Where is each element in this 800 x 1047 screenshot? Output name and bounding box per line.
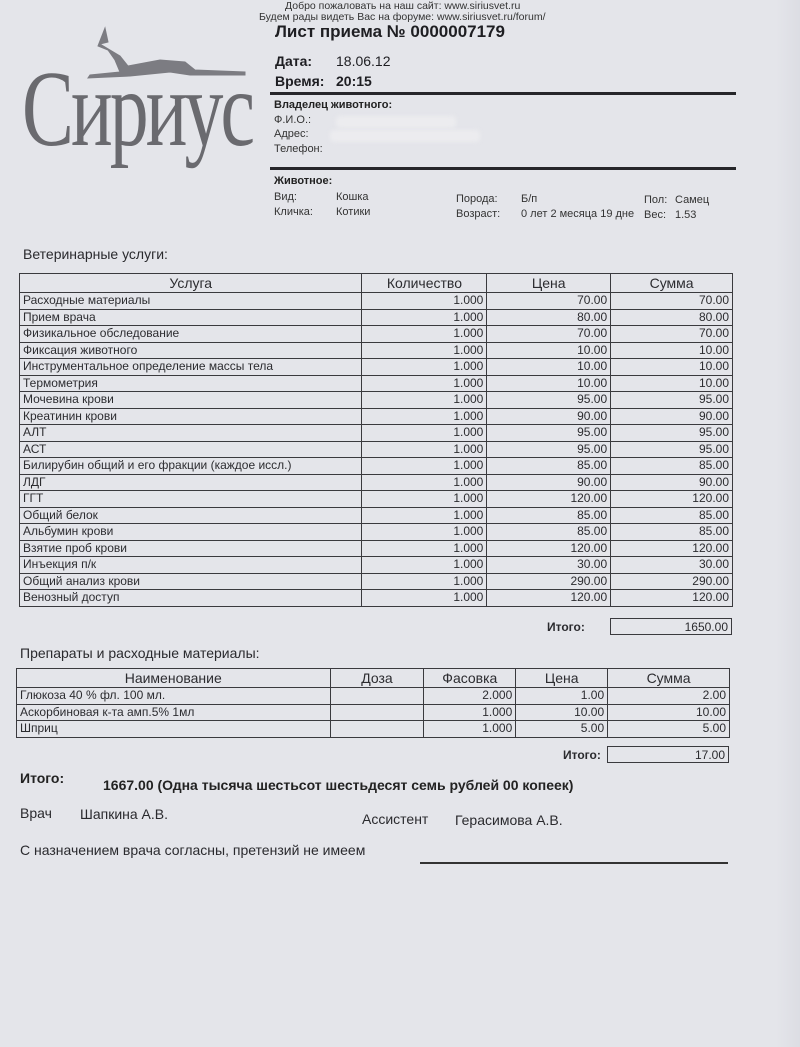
cell-pack: 1.000 <box>424 721 516 738</box>
cell-sum: 85.00 <box>611 458 733 475</box>
owner-phone-label: Телефон: <box>274 143 323 155</box>
column-header: Сумма <box>611 274 733 293</box>
cell-price: 10.00 <box>516 704 608 721</box>
cell-sum: 70.00 <box>611 293 733 310</box>
cell-name: Шприц <box>17 721 331 738</box>
cell-qty: 1.000 <box>362 375 487 392</box>
column-header: Услуга <box>20 274 362 293</box>
cell-price: 85.00 <box>487 507 611 524</box>
table-row <box>20 441 733 458</box>
age-label: Возраст: <box>456 208 501 220</box>
cell-price: 290.00 <box>487 573 611 590</box>
column-header: Цена <box>487 274 611 293</box>
cell-name: Общий анализ крови <box>20 573 362 590</box>
cell-pack: 2.000 <box>424 688 516 705</box>
cell-dose <box>330 688 424 705</box>
cell-qty: 1.000 <box>362 590 487 607</box>
cell-sum: 10.00 <box>608 704 730 721</box>
table-row <box>20 293 733 310</box>
date-label: Дата: <box>275 53 313 69</box>
site-line-1: Добро пожаловать на наш сайт: www.siriusvet.ru <box>285 0 521 12</box>
cell-name: АСТ <box>20 441 362 458</box>
cell-price: 95.00 <box>487 425 611 442</box>
cell-sum: 90.00 <box>611 474 733 491</box>
cell-qty: 1.000 <box>362 507 487 524</box>
cell-sum: 80.00 <box>611 309 733 326</box>
table-row <box>20 375 733 392</box>
cell-qty: 1.000 <box>362 408 487 425</box>
species-label: Вид: <box>274 191 297 203</box>
grand-total-value: 1667.00 (Одна тысяча шестьсот шестьдесят семь рублей 00 копеек) <box>103 777 574 793</box>
cell-price: 80.00 <box>487 309 611 326</box>
doctor-value: Шапкина А.В. <box>80 806 169 822</box>
pet-name-label: Кличка: <box>274 206 313 218</box>
cell-qty: 1.000 <box>362 326 487 343</box>
table-row <box>20 309 733 326</box>
cell-name: Креатинин крови <box>20 408 362 425</box>
cell-sum: 120.00 <box>611 590 733 607</box>
cell-price: 120.00 <box>487 491 611 508</box>
cell-sum: 85.00 <box>611 507 733 524</box>
cell-qty: 1.000 <box>362 491 487 508</box>
animal-heading: Животное: <box>274 175 333 187</box>
table-row <box>20 474 733 491</box>
cell-qty: 1.000 <box>362 425 487 442</box>
owner-address-label: Адрес: <box>274 128 309 140</box>
materials-table <box>16 668 730 738</box>
table-row <box>20 507 733 524</box>
table-row <box>20 557 733 574</box>
owner-heading: Владелец животного: <box>274 99 393 111</box>
table-row <box>17 704 730 721</box>
cell-price: 70.00 <box>487 293 611 310</box>
materials-total-label: Итого: <box>563 748 601 762</box>
table-row <box>20 540 733 557</box>
time-label: Время: <box>275 73 325 89</box>
document-title: Лист приема № 0000007179 <box>275 22 505 41</box>
cell-price: 90.00 <box>487 474 611 491</box>
table-row <box>20 425 733 442</box>
divider <box>270 167 736 170</box>
cell-name: Инструментальное определение массы тела <box>20 359 362 376</box>
cell-sum: 120.00 <box>611 540 733 557</box>
age-value: 0 лет 2 месяца 19 дне <box>521 208 635 220</box>
services-total-label: Итого: <box>547 620 585 634</box>
sex-label: Пол: <box>644 194 668 206</box>
cell-price: 90.00 <box>487 408 611 425</box>
cell-name: Альбумин крови <box>20 524 362 541</box>
cell-name: Аскорбиновая к-та амп.5% 1мл <box>17 704 331 721</box>
table-row <box>20 573 733 590</box>
cell-price: 1.00 <box>516 688 608 705</box>
assistant-value: Герасимова А.В. <box>455 812 563 828</box>
time-value: 20:15 <box>336 73 372 89</box>
doctor-label: Врач <box>20 805 52 821</box>
cell-sum: 70.00 <box>611 326 733 343</box>
cell-pack: 1.000 <box>424 704 516 721</box>
cell-name: Общий белок <box>20 507 362 524</box>
cell-name: ГГТ <box>20 491 362 508</box>
cell-sum: 95.00 <box>611 392 733 409</box>
materials-header-row <box>17 669 730 688</box>
cell-qty: 1.000 <box>362 573 487 590</box>
cell-price: 120.00 <box>487 590 611 607</box>
species-value: Кошка <box>336 191 369 203</box>
column-header: Цена <box>516 669 608 688</box>
cell-qty: 1.000 <box>362 342 487 359</box>
cell-qty: 1.000 <box>362 458 487 475</box>
cell-price: 95.00 <box>487 441 611 458</box>
cell-qty: 1.000 <box>362 309 487 326</box>
grand-total-label: Итого: <box>20 770 65 786</box>
cell-name: Прием врача <box>20 309 362 326</box>
cell-price: 70.00 <box>487 326 611 343</box>
sirius-logo <box>20 20 260 220</box>
cell-sum: 10.00 <box>611 359 733 376</box>
weight-value: 1.53 <box>675 209 697 221</box>
logo-text: Сириус <box>22 50 253 169</box>
cell-name: Взятие проб крови <box>20 540 362 557</box>
sex-value: Самец <box>675 194 710 206</box>
table-row <box>20 342 733 359</box>
cell-name: Физикальное обследование <box>20 326 362 343</box>
date-value: 18.06.12 <box>336 53 391 69</box>
cell-qty: 1.000 <box>362 540 487 557</box>
cell-sum: 30.00 <box>611 557 733 574</box>
cell-sum: 290.00 <box>611 573 733 590</box>
table-row <box>20 326 733 343</box>
cell-price: 10.00 <box>487 359 611 376</box>
cell-qty: 1.000 <box>362 524 487 541</box>
pet-name-value: Котики <box>336 206 371 218</box>
column-header: Количество <box>362 274 487 293</box>
cell-sum: 95.00 <box>611 425 733 442</box>
cell-name: Глюкоза 40 % фл. 100 мл. <box>17 688 331 705</box>
materials-total-value: 17.00 <box>607 746 729 763</box>
services-header-row <box>20 274 733 293</box>
breed-label: Порода: <box>456 193 498 205</box>
weight-label: Вес: <box>644 209 667 221</box>
cell-qty: 1.000 <box>362 474 487 491</box>
cell-name: АЛТ <box>20 425 362 442</box>
cell-name: Инъекция п/к <box>20 557 362 574</box>
cell-price: 30.00 <box>487 557 611 574</box>
cell-sum: 2.00 <box>608 688 730 705</box>
cell-dose <box>330 704 424 721</box>
table-row <box>20 408 733 425</box>
cell-sum: 85.00 <box>611 524 733 541</box>
scan-edge <box>776 0 800 1047</box>
signature-line <box>420 862 728 864</box>
cell-name: Расходные материалы <box>20 293 362 310</box>
table-row <box>20 458 733 475</box>
cell-qty: 1.000 <box>362 557 487 574</box>
cell-price: 10.00 <box>487 375 611 392</box>
cell-qty: 1.000 <box>362 359 487 376</box>
table-row <box>20 524 733 541</box>
cell-sum: 120.00 <box>611 491 733 508</box>
table-row <box>20 392 733 409</box>
services-table <box>19 273 733 607</box>
cell-sum: 10.00 <box>611 375 733 392</box>
owner-name-label: Ф.И.О.: <box>274 114 312 126</box>
column-header: Наименование <box>17 669 331 688</box>
materials-heading: Препараты и расходные материалы: <box>20 645 260 661</box>
table-row <box>17 721 730 738</box>
cell-dose <box>330 721 424 738</box>
cell-price: 95.00 <box>487 392 611 409</box>
table-row <box>20 359 733 376</box>
cell-name: Термометрия <box>20 375 362 392</box>
redacted-address <box>330 130 480 142</box>
cell-price: 120.00 <box>487 540 611 557</box>
table-row <box>20 491 733 508</box>
redacted-name <box>336 116 456 128</box>
cell-name: Билирубин общий и его фракции (каждое иссл.) <box>20 458 362 475</box>
column-header: Фасовка <box>424 669 516 688</box>
table-row <box>17 688 730 705</box>
cell-qty: 1.000 <box>362 392 487 409</box>
services-total-value: 1650.00 <box>610 618 732 635</box>
cell-price: 5.00 <box>516 721 608 738</box>
agreement-text: С назначением врача согласны, претензий не имеем <box>20 842 366 858</box>
column-header: Сумма <box>608 669 730 688</box>
cell-name: Мочевина крови <box>20 392 362 409</box>
cell-sum: 95.00 <box>611 441 733 458</box>
cell-name: ЛДГ <box>20 474 362 491</box>
site-line-2: Будем рады видеть Вас на форуме: www.siriusvet.ru/forum/ <box>259 11 546 23</box>
cell-qty: 1.000 <box>362 293 487 310</box>
table-row <box>20 590 733 607</box>
cell-sum: 90.00 <box>611 408 733 425</box>
divider <box>270 92 736 95</box>
cell-price: 85.00 <box>487 524 611 541</box>
cell-price: 85.00 <box>487 458 611 475</box>
cell-sum: 10.00 <box>611 342 733 359</box>
services-heading: Ветеринарные услуги: <box>23 246 168 262</box>
cell-sum: 5.00 <box>608 721 730 738</box>
cell-name: Фиксация животного <box>20 342 362 359</box>
assistant-label: Ассистент <box>362 811 429 827</box>
breed-value: Б/п <box>521 193 538 205</box>
column-header: Доза <box>330 669 424 688</box>
cell-price: 10.00 <box>487 342 611 359</box>
cell-name: Венозный доступ <box>20 590 362 607</box>
cell-qty: 1.000 <box>362 441 487 458</box>
